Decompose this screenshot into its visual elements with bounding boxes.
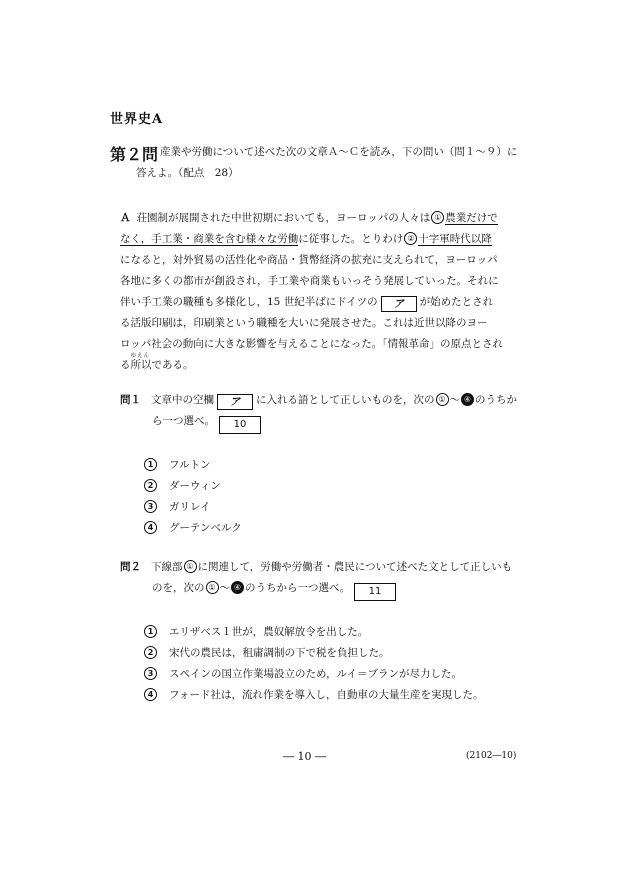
question-instruction-1: 産業や労働について述べた次の文章Ａ～Ｃを読み，下の問い（問１～９）に xyxy=(160,146,518,158)
page-number: ― 10 ― xyxy=(283,750,326,763)
q1-option-1[interactable] xyxy=(144,457,211,472)
subject-title: 世界史A xyxy=(110,112,164,127)
question-instruction-2: 答えよ。（配点 28） xyxy=(136,167,239,179)
option-number: 3 xyxy=(144,500,157,513)
q1-text: ら一つ選べ。 xyxy=(152,415,215,427)
underlined-text-2: 十字軍時代以降 xyxy=(418,233,492,245)
choice-marker-1: ① xyxy=(436,393,449,406)
option-number: 1 xyxy=(144,458,157,471)
option-number: 4 xyxy=(144,688,157,701)
passage-label: Ａ xyxy=(120,212,131,224)
q1-text: に入れる語として正しいものを，次の xyxy=(256,394,435,406)
q1-blank-box: ア xyxy=(217,394,253,410)
q2-option-3[interactable] xyxy=(144,666,462,681)
choice-marker-4: ④ xyxy=(231,581,244,594)
ruby-base: 所以 xyxy=(130,359,152,371)
passage-text: である。 xyxy=(151,359,194,371)
exam-code: (2102―10) xyxy=(466,751,517,761)
option-text: スペインの国立作業場設立のため，ルイ＝ブランが尽力した。 xyxy=(169,668,463,680)
option-number: 1 xyxy=(144,625,157,638)
answer-box-11[interactable]: 11 xyxy=(354,583,396,601)
underline-marker-2: ② xyxy=(404,232,417,245)
option-text: 宋代の農民は，租庸調制の下で税を負担した。 xyxy=(169,647,390,659)
q2-text: に関連して，労働や労働者・農民について述べた文として正しいも xyxy=(197,561,513,573)
option-text: エリザベス１世が，農奴解放令を出した。 xyxy=(169,626,369,638)
option-number: 2 xyxy=(144,479,157,492)
passage-text: 荘園制が展開された中世初期においても，ヨーロッパの人々は xyxy=(136,212,431,224)
underline-marker-1: ① xyxy=(431,211,444,224)
passage-text: ロッパ社会の動向に大きな影響を与えることになった。「情報革命」の原点とされ xyxy=(120,338,504,350)
passage-text: になると，対外貿易の活性化や商品・貨幣経済の拡充に支えられて，ヨーロッパ xyxy=(120,254,498,266)
option-number: 3 xyxy=(144,667,157,680)
passage-text: る活版印刷は，印刷業という職種を大いに発展させた。これは近世以降のヨー xyxy=(120,317,488,329)
choice-marker-1: ① xyxy=(206,581,219,594)
q1-text: 文章中の空欄 xyxy=(151,394,214,406)
q1-option-4[interactable] xyxy=(144,520,242,535)
underline-ref-marker: ① xyxy=(184,560,197,573)
q1-option-3[interactable] xyxy=(144,499,210,514)
option-text: グーテンベルク xyxy=(169,522,242,534)
ruby-reading: ゆえん xyxy=(130,353,151,359)
q1-prompt xyxy=(120,390,517,434)
underlined-text-1: 農業だけで xyxy=(445,212,498,224)
answer-box-10[interactable]: 10 xyxy=(219,416,261,434)
q1-text: のうちか xyxy=(475,394,517,406)
passage-a xyxy=(120,208,520,376)
question-number: 第２問 xyxy=(110,145,159,164)
choice-marker-4: ④ xyxy=(461,393,474,406)
option-text: フルトン xyxy=(169,459,211,471)
passage-text: る xyxy=(120,359,131,371)
passage-text: に従事した。とりわけ xyxy=(298,233,404,245)
q2-tilde: ～ xyxy=(219,582,230,594)
option-text: フォード社は，流れ作業を導入し，自動車の大量生産を実現した。 xyxy=(169,689,484,701)
q2-text: 下線部 xyxy=(151,561,183,573)
q2-label: 問２ xyxy=(120,561,141,573)
passage-text: 各地に多くの都市が創設され，手工業や商業もいっそう発展していった。それに xyxy=(120,275,499,287)
q2-text: のうちから一つ選べ。 xyxy=(245,582,350,594)
option-number: 2 xyxy=(144,646,157,659)
ruby-word xyxy=(131,355,152,376)
q2-prompt xyxy=(120,557,512,601)
blank-box-a: ア xyxy=(381,296,417,312)
q1-option-2[interactable] xyxy=(144,478,221,493)
passage-text: が始めたとされ xyxy=(419,296,494,308)
option-text: ダーウィン xyxy=(169,480,221,492)
q2-option-1[interactable] xyxy=(144,624,368,639)
q2-option-4[interactable] xyxy=(144,687,483,702)
option-text: ガリレイ xyxy=(169,501,211,513)
q2-text: のを，次の xyxy=(152,582,205,594)
underlined-text-1-cont: なく，手工業・商業を含む様々な労働 xyxy=(120,233,299,245)
q2-option-2[interactable] xyxy=(144,645,390,660)
passage-text: 伴い手工業の職種も多様化し，15 世紀半ばにドイツの xyxy=(120,296,378,308)
option-number: 4 xyxy=(144,521,157,534)
q1-label: 問１ xyxy=(120,394,141,406)
q1-tilde: ～ xyxy=(449,394,460,406)
